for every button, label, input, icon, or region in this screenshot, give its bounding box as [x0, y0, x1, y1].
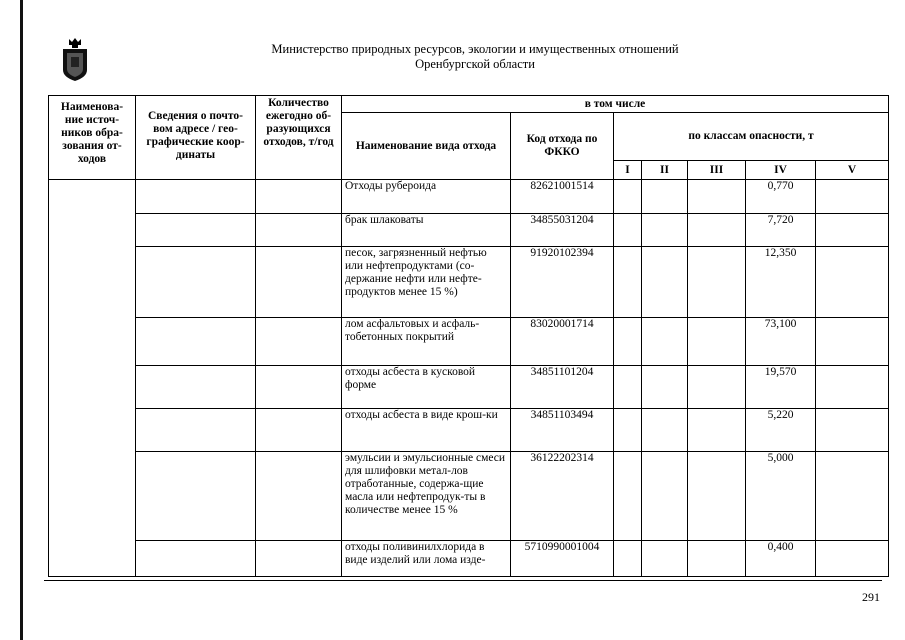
waste-code-cell: 83020001714: [511, 318, 614, 366]
class-v-cell: [816, 366, 889, 409]
class-iv-cell: 0,400: [746, 541, 816, 577]
class-i-cell: [614, 247, 642, 318]
class-iii-cell: [688, 318, 746, 366]
waste-code-cell: 5710990001004: [511, 541, 614, 577]
class-ii-header: II: [642, 161, 688, 180]
class-ii-cell: [642, 180, 688, 214]
col-source-header: Наименова-ние источ-ников обра-зования от-ходов: [49, 96, 136, 180]
col-waste-name-header: Наименование вида отхода: [342, 113, 511, 180]
class-iv-cell: 19,570: [746, 366, 816, 409]
col-address-header: Сведения о почто-вом адресе / гео-графические коор-динаты: [136, 96, 256, 180]
class-v-cell: [816, 247, 889, 318]
class-iii-cell: [688, 541, 746, 577]
waste-name-cell: отходы поливинилхлорида в виде изделий или лома изде-: [342, 541, 511, 577]
waste-code-cell: 36122202314: [511, 452, 614, 541]
class-i-cell: [614, 541, 642, 577]
col-code-header: Код отхода по ФККО: [511, 113, 614, 180]
source-cell: [49, 180, 136, 577]
address-cell: [136, 214, 256, 247]
waste-code-cell: 34851101204: [511, 366, 614, 409]
class-ii-cell: [642, 366, 688, 409]
waste-name-cell: брак шлаковаты: [342, 214, 511, 247]
class-iii-cell: [688, 214, 746, 247]
coat-of-arms-icon: [60, 36, 90, 82]
region-name: Оренбургской области: [415, 57, 535, 71]
page-number: 291: [862, 590, 880, 604]
address-cell: [136, 180, 256, 214]
quantity-cell: [256, 541, 342, 577]
address-cell: [136, 541, 256, 577]
class-i-cell: [614, 318, 642, 366]
col-quantity-header: Количество ежегодно об-разующихся отходов, т/год: [256, 96, 342, 180]
address-cell: [136, 247, 256, 318]
class-v-cell: [816, 318, 889, 366]
class-iii-header: III: [688, 161, 746, 180]
table-row: [49, 366, 889, 409]
waste-name-cell: эмульсии и эмульсионные смеси для шлифовки метал-лов отработанные, содержа-щие масла или нефтепродук-ты в количестве менее 15 %: [342, 452, 511, 541]
class-v-cell: [816, 180, 889, 214]
group-including-header: в том числе: [342, 96, 889, 113]
quantity-cell: [256, 180, 342, 214]
table-row: [49, 180, 889, 214]
class-iii-cell: [688, 180, 746, 214]
class-v-header: V: [816, 161, 889, 180]
class-iii-cell: [688, 452, 746, 541]
waste-table: [48, 95, 889, 577]
quantity-cell: [256, 452, 342, 541]
class-iv-cell: 5,220: [746, 409, 816, 452]
class-ii-cell: [642, 214, 688, 247]
class-iii-cell: [688, 366, 746, 409]
class-v-cell: [816, 214, 889, 247]
quantity-cell: [256, 214, 342, 247]
quantity-cell: [256, 409, 342, 452]
class-iv-cell: 7,720: [746, 214, 816, 247]
class-v-cell: [816, 409, 889, 452]
table-row: [49, 214, 889, 247]
quantity-cell: [256, 318, 342, 366]
table-row: [49, 452, 889, 541]
class-v-cell: [816, 452, 889, 541]
page-bottom-rule: [44, 580, 882, 581]
quantity-cell: [256, 247, 342, 318]
waste-code-cell: 82621001514: [511, 180, 614, 214]
class-ii-cell: [642, 409, 688, 452]
class-i-cell: [614, 180, 642, 214]
table-row: [49, 247, 889, 318]
table-row: [49, 541, 889, 577]
table-row: [49, 409, 889, 452]
waste-code-cell: 34851103494: [511, 409, 614, 452]
class-iv-cell: 5,000: [746, 452, 816, 541]
waste-name-cell: песок, загрязненный нефтью или нефтепродуктами (со-держание нефти или нефте-продуктов менее 15 %): [342, 247, 511, 318]
class-iii-cell: [688, 247, 746, 318]
class-ii-cell: [642, 247, 688, 318]
group-classes-header: по классам опасности, т: [614, 113, 889, 161]
address-cell: [136, 366, 256, 409]
waste-code-cell: 34855031204: [511, 214, 614, 247]
class-v-cell: [816, 541, 889, 577]
waste-name-cell: отходы асбеста в кусковой форме: [342, 366, 511, 409]
address-cell: [136, 318, 256, 366]
class-i-header: I: [614, 161, 642, 180]
class-i-cell: [614, 214, 642, 247]
class-i-cell: [614, 366, 642, 409]
class-iv-header: IV: [746, 161, 816, 180]
class-iv-cell: 12,350: [746, 247, 816, 318]
waste-code-cell: 91920102394: [511, 247, 614, 318]
waste-name-cell: отходы асбеста в виде крош-ки: [342, 409, 511, 452]
class-iv-cell: 0,770: [746, 180, 816, 214]
table-row: [49, 318, 889, 366]
class-iv-cell: 73,100: [746, 318, 816, 366]
document-header: [240, 42, 710, 72]
address-cell: [136, 452, 256, 541]
waste-name-cell: Отходы рубероида: [342, 180, 511, 214]
class-ii-cell: [642, 318, 688, 366]
class-ii-cell: [642, 452, 688, 541]
class-i-cell: [614, 409, 642, 452]
class-iii-cell: [688, 409, 746, 452]
page-edge-bar: [20, 0, 23, 640]
address-cell: [136, 409, 256, 452]
class-i-cell: [614, 452, 642, 541]
waste-name-cell: лом асфальтовых и асфаль-тобетонных покрытий: [342, 318, 511, 366]
class-ii-cell: [642, 541, 688, 577]
ministry-name: Министерство природных ресурсов, экологии и имущественных отношений: [271, 42, 679, 56]
quantity-cell: [256, 366, 342, 409]
